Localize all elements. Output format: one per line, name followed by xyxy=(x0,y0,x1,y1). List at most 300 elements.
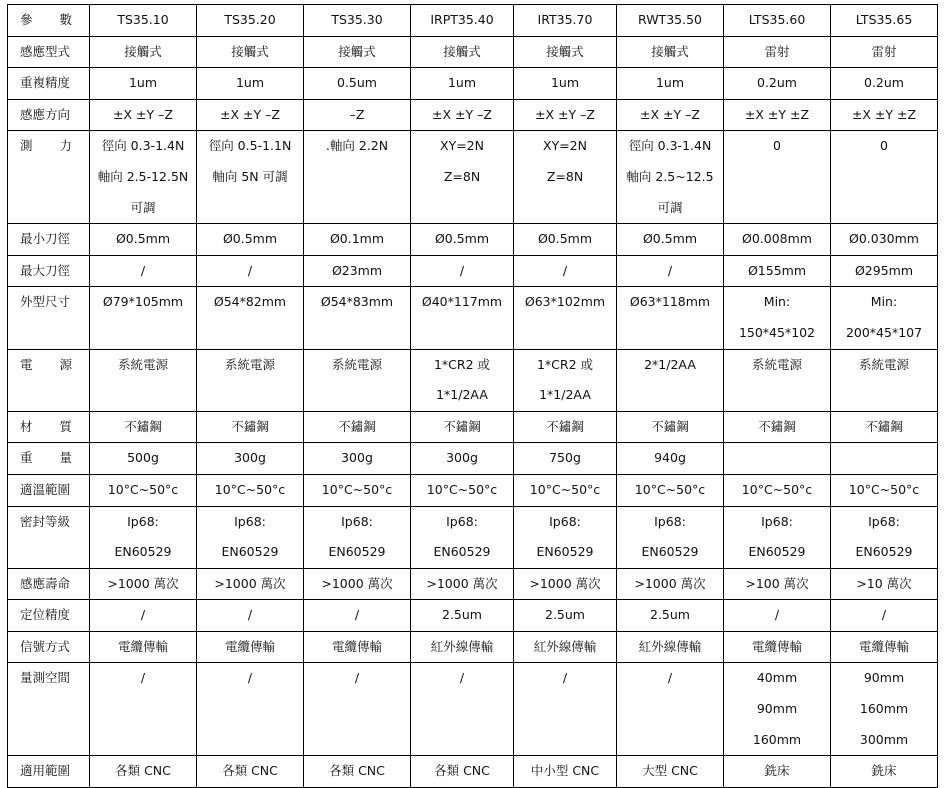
cell-line: >1000 萬次 xyxy=(321,575,393,591)
table-cell xyxy=(831,411,938,443)
table-cell xyxy=(197,131,304,224)
row-label xyxy=(8,411,90,443)
table-cell xyxy=(831,631,938,663)
cell-line: Ip68: xyxy=(654,513,686,529)
row-label xyxy=(8,443,90,475)
table-cell xyxy=(197,600,304,632)
table-cell xyxy=(724,287,831,349)
cell-line: 0 xyxy=(773,138,781,154)
table-cell xyxy=(90,443,197,475)
row-label: 外型尺寸 xyxy=(8,287,90,349)
table-cell xyxy=(514,68,617,100)
cell-line: / xyxy=(667,262,673,278)
cell-line: XY=2N xyxy=(440,138,484,154)
row-label: 重複精度 xyxy=(8,68,90,100)
cell-line: 徑向 0.3-1.4N xyxy=(101,138,185,154)
cell-line: 2.5um xyxy=(442,607,482,623)
table-cell xyxy=(90,411,197,443)
table-cell xyxy=(724,600,831,632)
row-label: 感應壽命 xyxy=(8,568,90,600)
table-cell xyxy=(617,349,724,411)
table-cell xyxy=(411,36,514,68)
cell-line: 軸向 5N 可調 xyxy=(212,168,288,184)
table-cell xyxy=(197,756,304,788)
cell-line: 2*1/2AA xyxy=(644,356,696,372)
table-cell xyxy=(411,99,514,131)
cell-line: ±X ±Y ±Z xyxy=(851,106,917,122)
cell-line: 10°C~50°c xyxy=(848,481,920,497)
cell-line: 1*1/2AA xyxy=(436,387,488,403)
cell-line: 2.5um xyxy=(545,607,585,623)
cell-line: Ip68: xyxy=(446,513,478,529)
cell-line: 不鏽鋼 xyxy=(443,418,481,434)
table-cell xyxy=(197,443,304,475)
cell-line: EN60529 xyxy=(328,544,386,560)
cell-line: / xyxy=(354,670,360,686)
cell-line: 940g xyxy=(654,450,686,466)
table-cell xyxy=(724,443,831,475)
table-cell xyxy=(514,255,617,287)
cell-line: EN60529 xyxy=(536,544,594,560)
table-cell xyxy=(514,36,617,68)
table-cell xyxy=(197,255,304,287)
cell-line: 0.2um xyxy=(864,75,904,91)
header-row xyxy=(8,5,938,37)
table-cell xyxy=(411,287,514,349)
table-cell xyxy=(617,255,724,287)
cell-line: / xyxy=(140,607,146,623)
cell-line: 0.5um xyxy=(337,75,377,91)
cell-line: 1um xyxy=(447,75,477,91)
table-cell xyxy=(304,663,411,756)
header-cell: TS35.10 xyxy=(90,5,197,37)
row-label: 密封等級 xyxy=(8,506,90,568)
header-cell: IRPT35.40 xyxy=(411,5,514,37)
table-row xyxy=(8,411,938,443)
cell-line: >1000 萬次 xyxy=(634,575,706,591)
cell-line: 雷射 xyxy=(871,43,897,59)
cell-line: / xyxy=(140,670,146,686)
cell-line: >1000 萬次 xyxy=(107,575,179,591)
cell-line: 40mm xyxy=(756,670,798,686)
table-cell xyxy=(831,506,938,568)
spec-body xyxy=(8,36,938,787)
cell-line: ±X ±Y ±Z xyxy=(744,106,810,122)
cell-line: 接觸式 xyxy=(124,43,162,59)
cell-line: / xyxy=(774,607,780,623)
cell-line: Ø79*105mm xyxy=(102,294,184,310)
cell-line: 0 xyxy=(880,138,888,154)
table-cell xyxy=(304,443,411,475)
table-cell xyxy=(304,474,411,506)
table-cell xyxy=(831,224,938,256)
table-cell xyxy=(411,411,514,443)
table-cell xyxy=(411,349,514,411)
row-label: 感應方向 xyxy=(8,99,90,131)
table-cell xyxy=(411,600,514,632)
cell-line: 160mm xyxy=(752,731,802,747)
table-cell xyxy=(90,131,197,224)
cell-line: 90mm xyxy=(863,670,905,686)
cell-line: / xyxy=(459,262,465,278)
table-cell xyxy=(514,131,617,224)
table-cell xyxy=(514,631,617,663)
cell-line: 1um xyxy=(550,75,580,91)
table-cell xyxy=(617,568,724,600)
cell-line: 各類 CNC xyxy=(329,763,385,779)
table-cell xyxy=(514,411,617,443)
table-cell xyxy=(617,287,724,349)
cell-line: 電纜傳輸 xyxy=(751,638,802,654)
table-row xyxy=(8,568,938,600)
cell-line: ±X ±Y –Z xyxy=(113,106,173,122)
table-row xyxy=(8,474,938,506)
table-cell xyxy=(724,411,831,443)
table-cell xyxy=(724,568,831,600)
cell-line: Ø63*102mm xyxy=(524,294,606,310)
cell-line: Ø23mm xyxy=(331,262,383,278)
row-label: 適溫範圍 xyxy=(8,474,90,506)
cell-line: Min: xyxy=(870,294,898,310)
table-cell xyxy=(831,255,938,287)
cell-line: / xyxy=(247,670,253,686)
cell-line: Ø0.5mm xyxy=(642,231,698,247)
header-cell: LTS35.65 xyxy=(831,5,938,37)
table-cell xyxy=(617,36,724,68)
cell-line: Z=8N xyxy=(546,168,584,184)
table-cell xyxy=(831,756,938,788)
cell-line: 接觸式 xyxy=(231,43,269,59)
table-cell xyxy=(90,631,197,663)
cell-line: / xyxy=(247,262,253,278)
table-cell xyxy=(197,287,304,349)
cell-line: 雷射 xyxy=(764,43,790,59)
table-cell xyxy=(831,131,938,224)
cell-line: 不鏽鋼 xyxy=(651,418,689,434)
cell-line: / xyxy=(247,607,253,623)
row-label: 最大刀徑 xyxy=(8,255,90,287)
cell-line: 150*45*102 xyxy=(738,324,816,340)
cell-line: 系統電源 xyxy=(331,356,382,372)
cell-line: 500g xyxy=(127,450,159,466)
table-cell xyxy=(197,663,304,756)
table-cell xyxy=(304,68,411,100)
cell-line: 銑床 xyxy=(871,763,897,779)
table-cell xyxy=(724,474,831,506)
cell-line: / xyxy=(562,670,568,686)
table-cell xyxy=(831,349,938,411)
cell-line: 10°C~50°c xyxy=(426,481,498,497)
table-cell xyxy=(617,663,724,756)
cell-line: / xyxy=(140,262,146,278)
cell-line: Ø0.5mm xyxy=(222,231,278,247)
header-cell: RWT35.50 xyxy=(617,5,724,37)
cell-line: 接觸式 xyxy=(443,43,481,59)
cell-line: 接觸式 xyxy=(651,43,689,59)
cell-line: >10 萬次 xyxy=(856,575,912,591)
table-cell xyxy=(724,506,831,568)
cell-line: 徑向 0.3-1.4N xyxy=(628,138,712,154)
table-row xyxy=(8,68,938,100)
row-label-text: 測 力 xyxy=(20,138,72,154)
table-row xyxy=(8,600,938,632)
table-cell xyxy=(90,68,197,100)
table-cell xyxy=(304,36,411,68)
table-cell xyxy=(304,600,411,632)
table-row xyxy=(8,287,938,349)
table-cell xyxy=(90,568,197,600)
table-cell xyxy=(617,131,724,224)
cell-line: 電纜傳輸 xyxy=(858,638,909,654)
table-cell xyxy=(724,131,831,224)
table-cell xyxy=(411,443,514,475)
table-cell xyxy=(514,287,617,349)
row-label xyxy=(8,349,90,411)
cell-line: / xyxy=(562,262,568,278)
table-cell xyxy=(197,349,304,411)
table-cell xyxy=(617,631,724,663)
cell-line: 1um xyxy=(655,75,685,91)
row-label: 感應型式 xyxy=(8,36,90,68)
cell-line: 1*CR2 或 xyxy=(536,356,594,372)
table-cell xyxy=(514,349,617,411)
table-cell xyxy=(197,99,304,131)
table-cell xyxy=(724,68,831,100)
table-cell xyxy=(617,600,724,632)
table-cell xyxy=(831,600,938,632)
cell-line: 大型 CNC xyxy=(642,763,698,779)
table-cell xyxy=(617,224,724,256)
cell-line: 徑向 0.5-1.1N xyxy=(208,138,292,154)
row-label-text: 電 源 xyxy=(20,356,72,372)
cell-line: EN60529 xyxy=(221,544,279,560)
cell-line: 2.5um xyxy=(650,607,690,623)
table-cell xyxy=(90,474,197,506)
table-cell xyxy=(724,631,831,663)
cell-line: / xyxy=(459,670,465,686)
cell-line: 軸向 2.5-12.5N xyxy=(97,168,189,184)
table-cell xyxy=(617,99,724,131)
table-cell xyxy=(411,756,514,788)
cell-line: –Z xyxy=(349,106,365,122)
table-cell xyxy=(831,99,938,131)
header-cell xyxy=(8,5,90,37)
cell-line: ±X ±Y –Z xyxy=(432,106,492,122)
table-cell xyxy=(304,506,411,568)
cell-line: / xyxy=(667,670,673,686)
header-cell: LTS35.60 xyxy=(724,5,831,37)
cell-line: 不鏽鋼 xyxy=(758,418,796,434)
table-cell xyxy=(724,255,831,287)
cell-line: 不鏽鋼 xyxy=(546,418,584,434)
table-cell xyxy=(617,506,724,568)
table-cell xyxy=(304,349,411,411)
table-cell xyxy=(197,506,304,568)
table-cell xyxy=(831,568,938,600)
cell-line: 10°C~50°c xyxy=(741,481,813,497)
row-label-text: 材 質 xyxy=(20,418,72,434)
cell-line: 不鏽鋼 xyxy=(338,418,376,434)
table-cell xyxy=(411,224,514,256)
cell-line: 接觸式 xyxy=(338,43,376,59)
cell-line: >100 萬次 xyxy=(745,575,809,591)
table-cell xyxy=(304,631,411,663)
table-row xyxy=(8,506,938,568)
cell-line: EN60529 xyxy=(433,544,491,560)
header-cell: IRT35.70 xyxy=(514,5,617,37)
cell-line: 紅外線傳輸 xyxy=(638,638,702,654)
table-cell xyxy=(304,255,411,287)
table-cell xyxy=(411,131,514,224)
spec-table xyxy=(7,4,938,788)
table-cell xyxy=(514,224,617,256)
cell-line: 可調 xyxy=(657,199,683,215)
cell-line: Ø40*117mm xyxy=(421,294,503,310)
table-cell xyxy=(617,756,724,788)
table-row xyxy=(8,131,938,224)
table-cell xyxy=(411,68,514,100)
table-cell xyxy=(617,411,724,443)
table-cell xyxy=(724,349,831,411)
cell-line: Ø63*118mm xyxy=(629,294,711,310)
table-cell xyxy=(831,663,938,756)
table-cell xyxy=(411,506,514,568)
cell-line: 不鏽鋼 xyxy=(865,418,903,434)
table-cell xyxy=(724,99,831,131)
cell-line: 接觸式 xyxy=(546,43,584,59)
table-cell xyxy=(304,411,411,443)
cell-line: 300g xyxy=(234,450,266,466)
table-row xyxy=(8,756,938,788)
cell-line: XY=2N xyxy=(543,138,587,154)
table-cell xyxy=(90,663,197,756)
table-cell xyxy=(304,224,411,256)
table-row xyxy=(8,631,938,663)
cell-line: 可調 xyxy=(130,199,156,215)
cell-line: Ip68: xyxy=(341,513,373,529)
cell-line: 300mm xyxy=(859,731,909,747)
cell-line: 1*CR2 或 xyxy=(433,356,491,372)
cell-line: Ø54*83mm xyxy=(320,294,394,310)
table-cell xyxy=(514,474,617,506)
table-cell xyxy=(724,663,831,756)
cell-line: 1*1/2AA xyxy=(539,387,591,403)
table-cell xyxy=(197,631,304,663)
cell-line: Ø0.030mm xyxy=(849,231,919,247)
row-label: 定位精度 xyxy=(8,600,90,632)
cell-line: 10°C~50°c xyxy=(321,481,393,497)
table-cell xyxy=(304,131,411,224)
header-cell: TS35.30 xyxy=(304,5,411,37)
cell-line: Ip68: xyxy=(127,513,159,529)
header-cell: TS35.20 xyxy=(197,5,304,37)
table-cell xyxy=(617,474,724,506)
table-cell xyxy=(831,474,938,506)
cell-line: Ø0.5mm xyxy=(537,231,593,247)
table-cell xyxy=(90,99,197,131)
table-cell xyxy=(304,287,411,349)
cell-line: 系統電源 xyxy=(858,356,909,372)
table-cell xyxy=(724,36,831,68)
cell-line: 電纜傳輸 xyxy=(224,638,275,654)
table-row xyxy=(8,99,938,131)
cell-line: Ip68: xyxy=(549,513,581,529)
table-row xyxy=(8,349,938,411)
table-cell xyxy=(724,756,831,788)
table-cell xyxy=(411,568,514,600)
cell-line: EN60529 xyxy=(641,544,699,560)
cell-line: 銑床 xyxy=(764,763,790,779)
header-label: 參 數 xyxy=(20,12,72,27)
cell-line: Ø54*82mm xyxy=(213,294,287,310)
table-cell xyxy=(90,756,197,788)
cell-line: 各類 CNC xyxy=(115,763,171,779)
table-cell xyxy=(831,36,938,68)
cell-line: 300g xyxy=(446,450,478,466)
cell-line: >1000 萬次 xyxy=(529,575,601,591)
cell-line: 10°C~50°c xyxy=(634,481,706,497)
cell-line: 200*45*107 xyxy=(845,324,923,340)
cell-line: 系統電源 xyxy=(117,356,168,372)
cell-line: .軸向 2.2N xyxy=(325,138,389,154)
table-cell xyxy=(617,68,724,100)
cell-line: 0.2um xyxy=(757,75,797,91)
table-cell xyxy=(514,756,617,788)
table-cell xyxy=(411,663,514,756)
table-cell xyxy=(724,224,831,256)
table-cell xyxy=(514,443,617,475)
table-cell xyxy=(197,68,304,100)
table-cell xyxy=(617,443,724,475)
table-cell xyxy=(831,68,938,100)
cell-line: 軸向 2.5~12.5 xyxy=(626,168,714,184)
table-cell xyxy=(197,36,304,68)
table-row xyxy=(8,663,938,756)
cell-line: >1000 萬次 xyxy=(214,575,286,591)
cell-line: Ip68: xyxy=(868,513,900,529)
cell-line: EN60529 xyxy=(748,544,806,560)
table-row xyxy=(8,255,938,287)
table-cell xyxy=(90,506,197,568)
cell-line: EN60529 xyxy=(855,544,913,560)
table-cell xyxy=(197,224,304,256)
table-cell xyxy=(831,287,938,349)
cell-line: 不鏽鋼 xyxy=(231,418,269,434)
table-cell xyxy=(90,255,197,287)
cell-line: 10°C~50°c xyxy=(214,481,286,497)
cell-line: 紅外線傳輸 xyxy=(430,638,494,654)
cell-line: 各類 CNC xyxy=(222,763,278,779)
cell-line: Ø0.5mm xyxy=(434,231,490,247)
cell-line: 160mm xyxy=(859,701,909,717)
cell-line: Min: xyxy=(763,294,791,310)
row-label: 量測空間 xyxy=(8,663,90,756)
cell-line: Ip68: xyxy=(761,513,793,529)
table-cell xyxy=(90,36,197,68)
row-label-text: 重 量 xyxy=(20,450,72,466)
table-cell xyxy=(514,568,617,600)
cell-line: 300g xyxy=(341,450,373,466)
row-label: 信號方式 xyxy=(8,631,90,663)
cell-line: 不鏽鋼 xyxy=(124,418,162,434)
table-cell xyxy=(90,600,197,632)
cell-line: 1um xyxy=(235,75,265,91)
table-row xyxy=(8,224,938,256)
cell-line: Ø295mm xyxy=(854,262,914,278)
row-label: 最小刀徑 xyxy=(8,224,90,256)
row-label xyxy=(8,131,90,224)
cell-line: Ø0.1mm xyxy=(329,231,385,247)
